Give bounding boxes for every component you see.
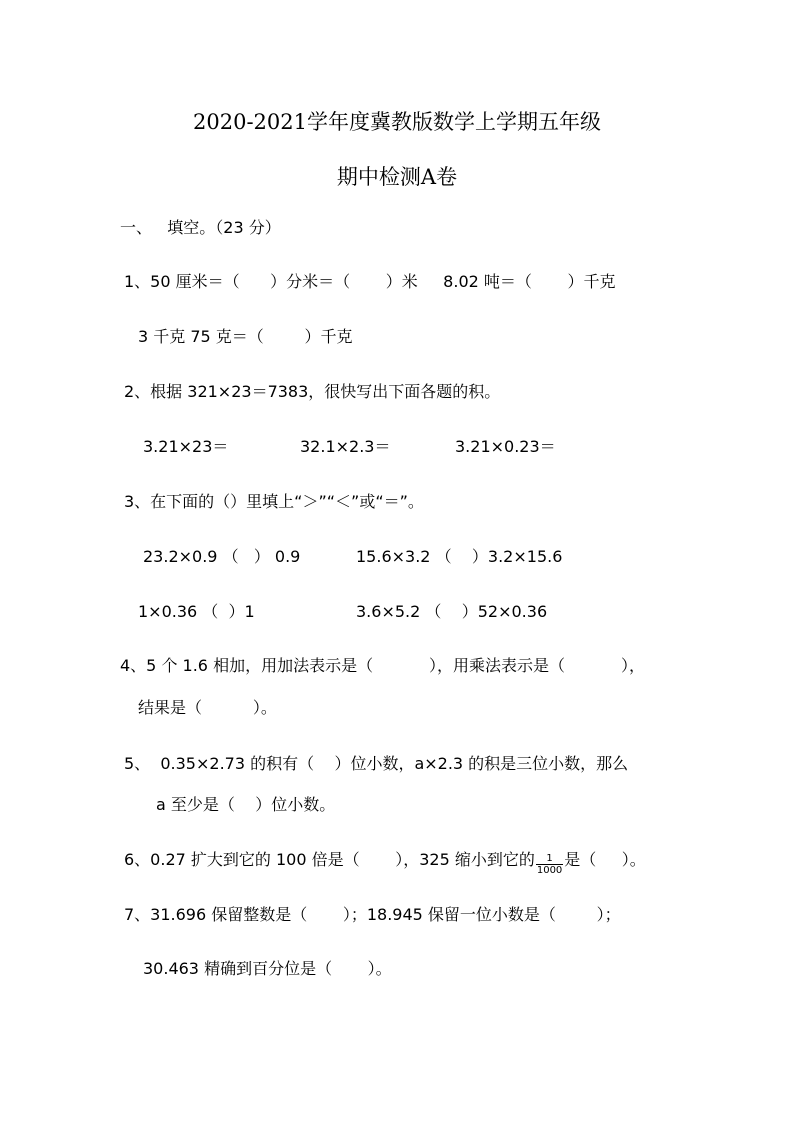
exam-subtitle: 期中检测A卷 <box>336 165 458 189</box>
exam-title: 2020-2021学年度冀教版数学上学期五年级 <box>193 110 601 134</box>
question-6-part-2: 是（ ）。 <box>564 850 646 869</box>
question-6-part-1: 6、0.27 扩大到它的 100 倍是（ ），325 缩小到它的 <box>124 850 535 869</box>
question-2-item-c: 3.21×0.23＝ <box>455 437 556 456</box>
question-6-line <box>124 850 646 876</box>
question-2-line-1: 2、根据 321×23＝7383，很快写出下面各题的积。 <box>124 382 501 401</box>
fraction <box>536 853 563 876</box>
fraction-denominator: 1000 <box>536 865 563 876</box>
section-heading: 一、 填空。（23 分） <box>120 218 281 237</box>
question-5-line-2: a 至少是（ ）位小数。 <box>156 795 336 814</box>
question-4-line-1: 4、5 个 1.6 相加，用加法表示是（ ），用乘法表示是（ ）， <box>120 656 645 675</box>
question-1-line-2: 3 千克 75 克＝（ ）千克 <box>138 327 353 346</box>
question-3-item-b: 15.6×3.2 （ ）3.2×15.6 <box>356 547 563 566</box>
question-3-item-a: 23.2×0.9 （ ） 0.9 <box>143 547 301 566</box>
question-3-item-d: 3.6×5.2 （ ）52×0.36 <box>356 602 548 621</box>
question-4-line-2: 结果是（ ）。 <box>138 698 277 717</box>
question-7-line-1: 7、31.696 保留整数是（ ）；18.945 保留一位小数是（ ）； <box>124 905 621 924</box>
question-7-line-2: 30.463 精确到百分位是（ ）。 <box>143 959 392 978</box>
question-5-line-1: 5、 0.35×2.73 的积有（ ）位小数，a×2.3 的积是三位小数，那么 <box>124 754 629 773</box>
question-3-item-c: 1×0.36 （ ）1 <box>138 602 255 621</box>
question-3-line-1: 3、在下面的（）里填上“＞”“＜”或“＝”。 <box>124 492 424 511</box>
question-2-item-a: 3.21×23＝ <box>143 437 229 456</box>
question-2-item-b: 32.1×2.3＝ <box>300 437 391 456</box>
question-1-line-1: 1、50 厘米＝（ ）分米＝（ ）米 8.02 吨＝（ ）千克 <box>124 272 616 291</box>
fraction-numerator: 1 <box>536 853 563 865</box>
